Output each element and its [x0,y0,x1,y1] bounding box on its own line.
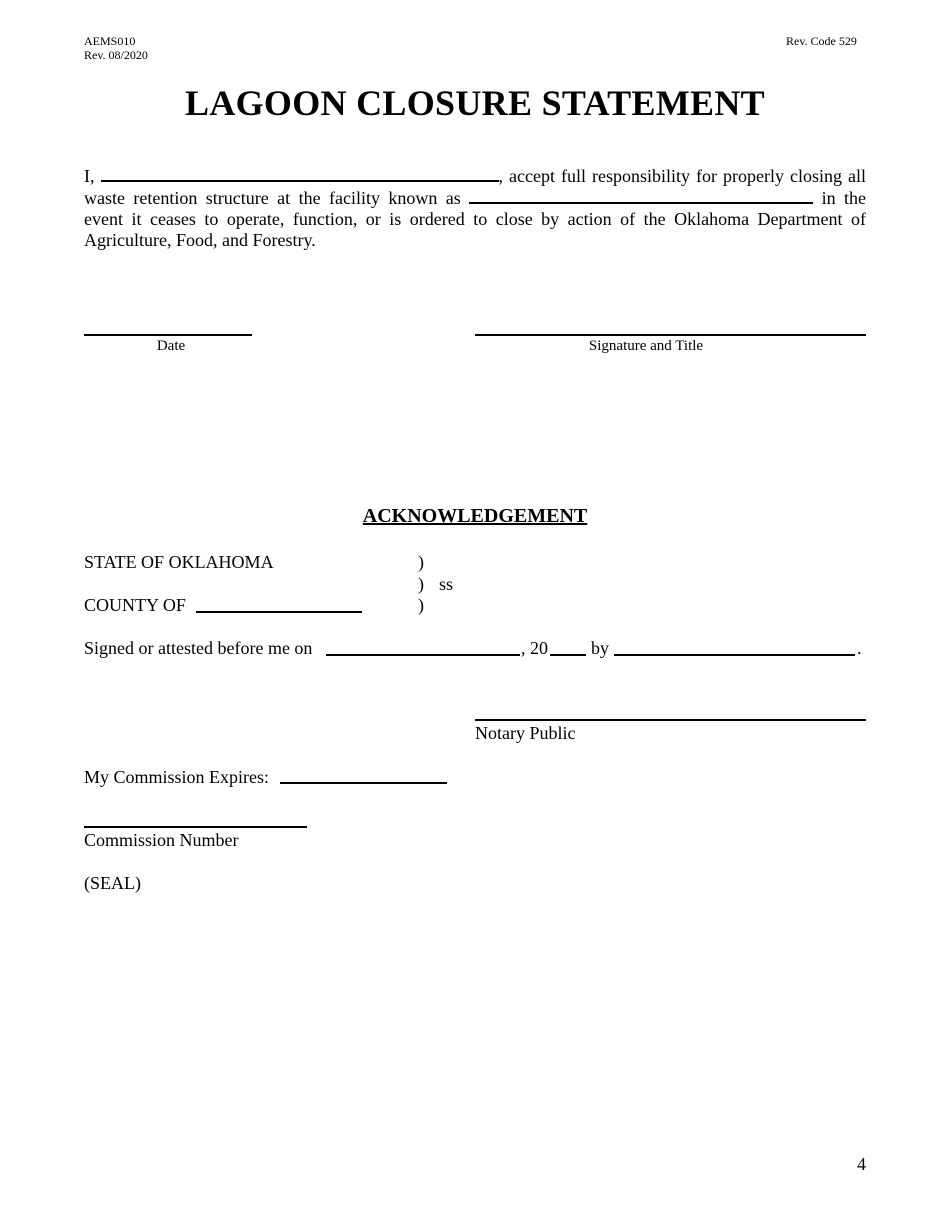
commission-number-line[interactable] [84,826,307,828]
paren-1: ) [418,552,424,572]
rev-code: Rev. Code 529 [786,34,857,48]
signature-line[interactable] [475,334,866,336]
paren-3: ) [418,595,424,615]
commission-number-label: Commission Number [84,830,239,850]
commission-expires-label: My Commission Expires: [84,767,270,787]
county-field[interactable] [196,611,362,613]
name-field[interactable] [101,165,499,182]
ss-label: ss [439,574,454,594]
date-line[interactable] [84,334,252,336]
end-period: . [857,638,862,658]
paren-2: ) [418,574,424,594]
by-label: by [591,638,609,658]
notary-label: Notary Public [475,723,576,743]
statement-part2: in the event it ceases to operate, function, or is ordered to close by action of the Oklahoma Department of Agriculture, Food, and Forestry. [84,188,867,250]
signature-label: Signature and Title [588,338,704,354]
page-title: LAGOON CLOSURE STATEMENT [185,83,765,123]
page-number: 4 [857,1154,866,1174]
notary-signature-line[interactable] [475,719,866,721]
commission-expires-field[interactable] [280,782,447,784]
year-field[interactable] [550,654,586,656]
state-label: STATE OF OKLAHOMA [84,552,274,572]
acknowledgement-heading: ACKNOWLEDGEMENT [362,505,588,527]
statement-paragraph [84,165,866,251]
year-prefix: , 20 [521,638,548,658]
revision-date: Rev. 08/2020 [84,48,148,62]
date-label: Date [156,338,186,354]
signer-name-field[interactable] [614,654,855,656]
county-label: COUNTY OF [84,595,186,615]
signed-prefix: Signed or attested before me on [84,638,313,658]
facility-name-field[interactable] [469,187,813,204]
signed-date-field[interactable] [326,654,520,656]
statement-part1: , accept full responsibility for properly closing all waste retention structure at the facility known as [84,166,867,208]
form-id: AEMS010 [84,34,136,48]
seal-label: (SEAL) [84,873,141,893]
statement-prefix: I, [84,166,95,186]
